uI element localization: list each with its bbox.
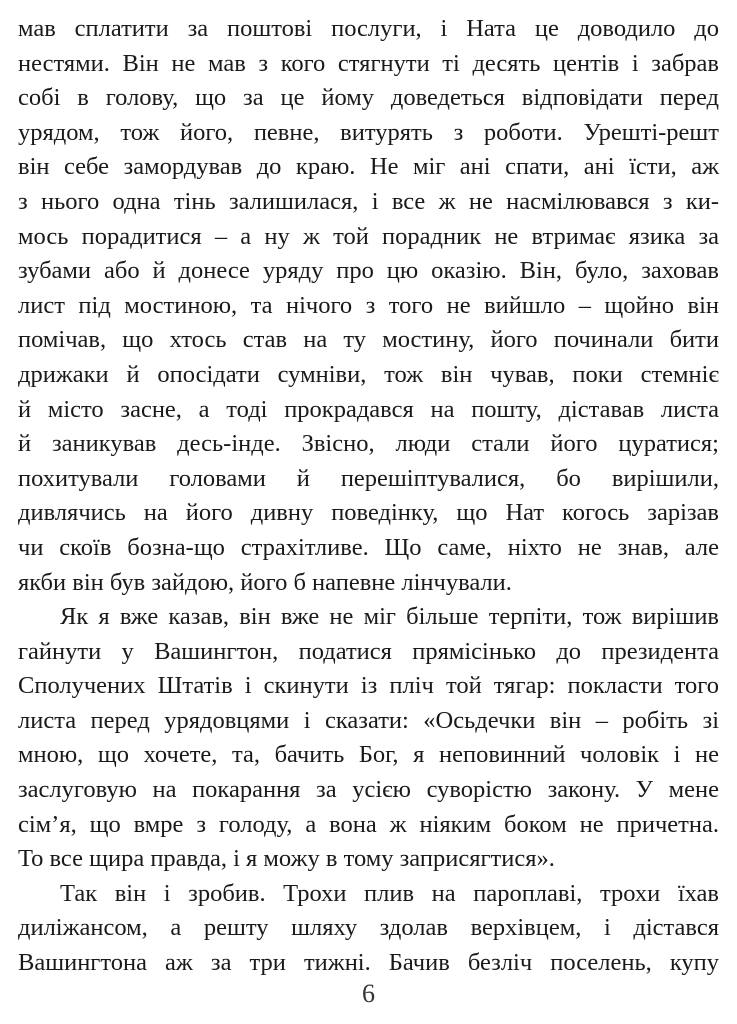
text-line: То все щира правда, і я можу в тому заприсягтися». (18, 845, 555, 873)
text-line: Сполучених Штатів і скинути із пліч той тягар: покласти того (18, 672, 719, 700)
text-line: листа перед урядовцями і сказати: «Осьдечки він – робіть зі (18, 706, 719, 734)
text-line: він себе замордував до краю. Не міг ані спати, ані їсти, аж (18, 153, 719, 181)
text-line: мось порадитися – а ну ж той порадник не втримає язика за (18, 222, 719, 250)
paragraph (18, 12, 719, 600)
text-line: собі в голову, що за це йому доведеться відповідати перед (18, 84, 719, 112)
text-line: дрижаки й опосідати сумніви, тож він чував, поки стемніє (18, 360, 719, 388)
text-line: з нього одна тінь залишилася, і все ж не насмілювався з ки- (18, 187, 719, 215)
text-line: Як я вже казав, він вже не міг більше терпіти, тож вирішив (60, 603, 719, 631)
paragraph (18, 600, 719, 877)
text-line: мав сплатити за поштові послуги, і Ната це доводило до (18, 15, 719, 42)
text-line: диліжансом, а решту шляху здолав верхівцем, і дістався (18, 914, 719, 942)
text-line: нестями. Він не мав з кого стягнути ті десять центів і забрав (18, 49, 719, 77)
text-line: зубами або й донесе уряду про цю оказію. Він, було, заховав (18, 257, 719, 285)
page-number: 6 (362, 979, 375, 1008)
text-line: дивлячись на його дивну поведінку, що Нат когось зарізав (18, 499, 719, 527)
paragraph (18, 877, 719, 981)
text-line: заслуговую на покарання за усією суворістю закону. У мене (18, 776, 719, 804)
text-line: Так він і зробив. Трохи плив на пароплаві, трохи їхав (60, 879, 719, 907)
text-line: лист під мостиною, та нічого з того не вийшло – щойно він (18, 291, 719, 319)
text-line: чи скоїв бозна-що страхітливе. Що саме, ніхто не знав, але (18, 533, 719, 561)
text-line: Вашингтона аж за три тижні. Бачив безліч поселень, купу (18, 949, 719, 977)
text-line: мною, що хочете, та, бачить Бог, я неповинний чоловік і не (18, 741, 719, 769)
text-line: й заникував десь-інде. Звісно, люди стали його цуратися; (18, 430, 719, 458)
text-line: помічав, що хтось став на ту мостину, його починали бити (18, 326, 719, 354)
text-line: сім’я, що вмре з голоду, а вона ж ніяким боком не причетна. (18, 810, 719, 838)
text-line: й місто засне, а тоді прокрадався на пошту, діставав листа (18, 395, 719, 423)
text-line: гайнути у Вашингтон, податися прямісінько до президента (18, 637, 719, 665)
text-line: урядом, тож його, певне, витурять з роботи. Урешті-решт (18, 118, 719, 146)
page-body (18, 12, 719, 981)
text-line: якби він був зайдою, його б напевне лінчували. (18, 568, 512, 596)
text-line: похитували головами й перешіптувалися, бо вирішили, (18, 464, 719, 492)
